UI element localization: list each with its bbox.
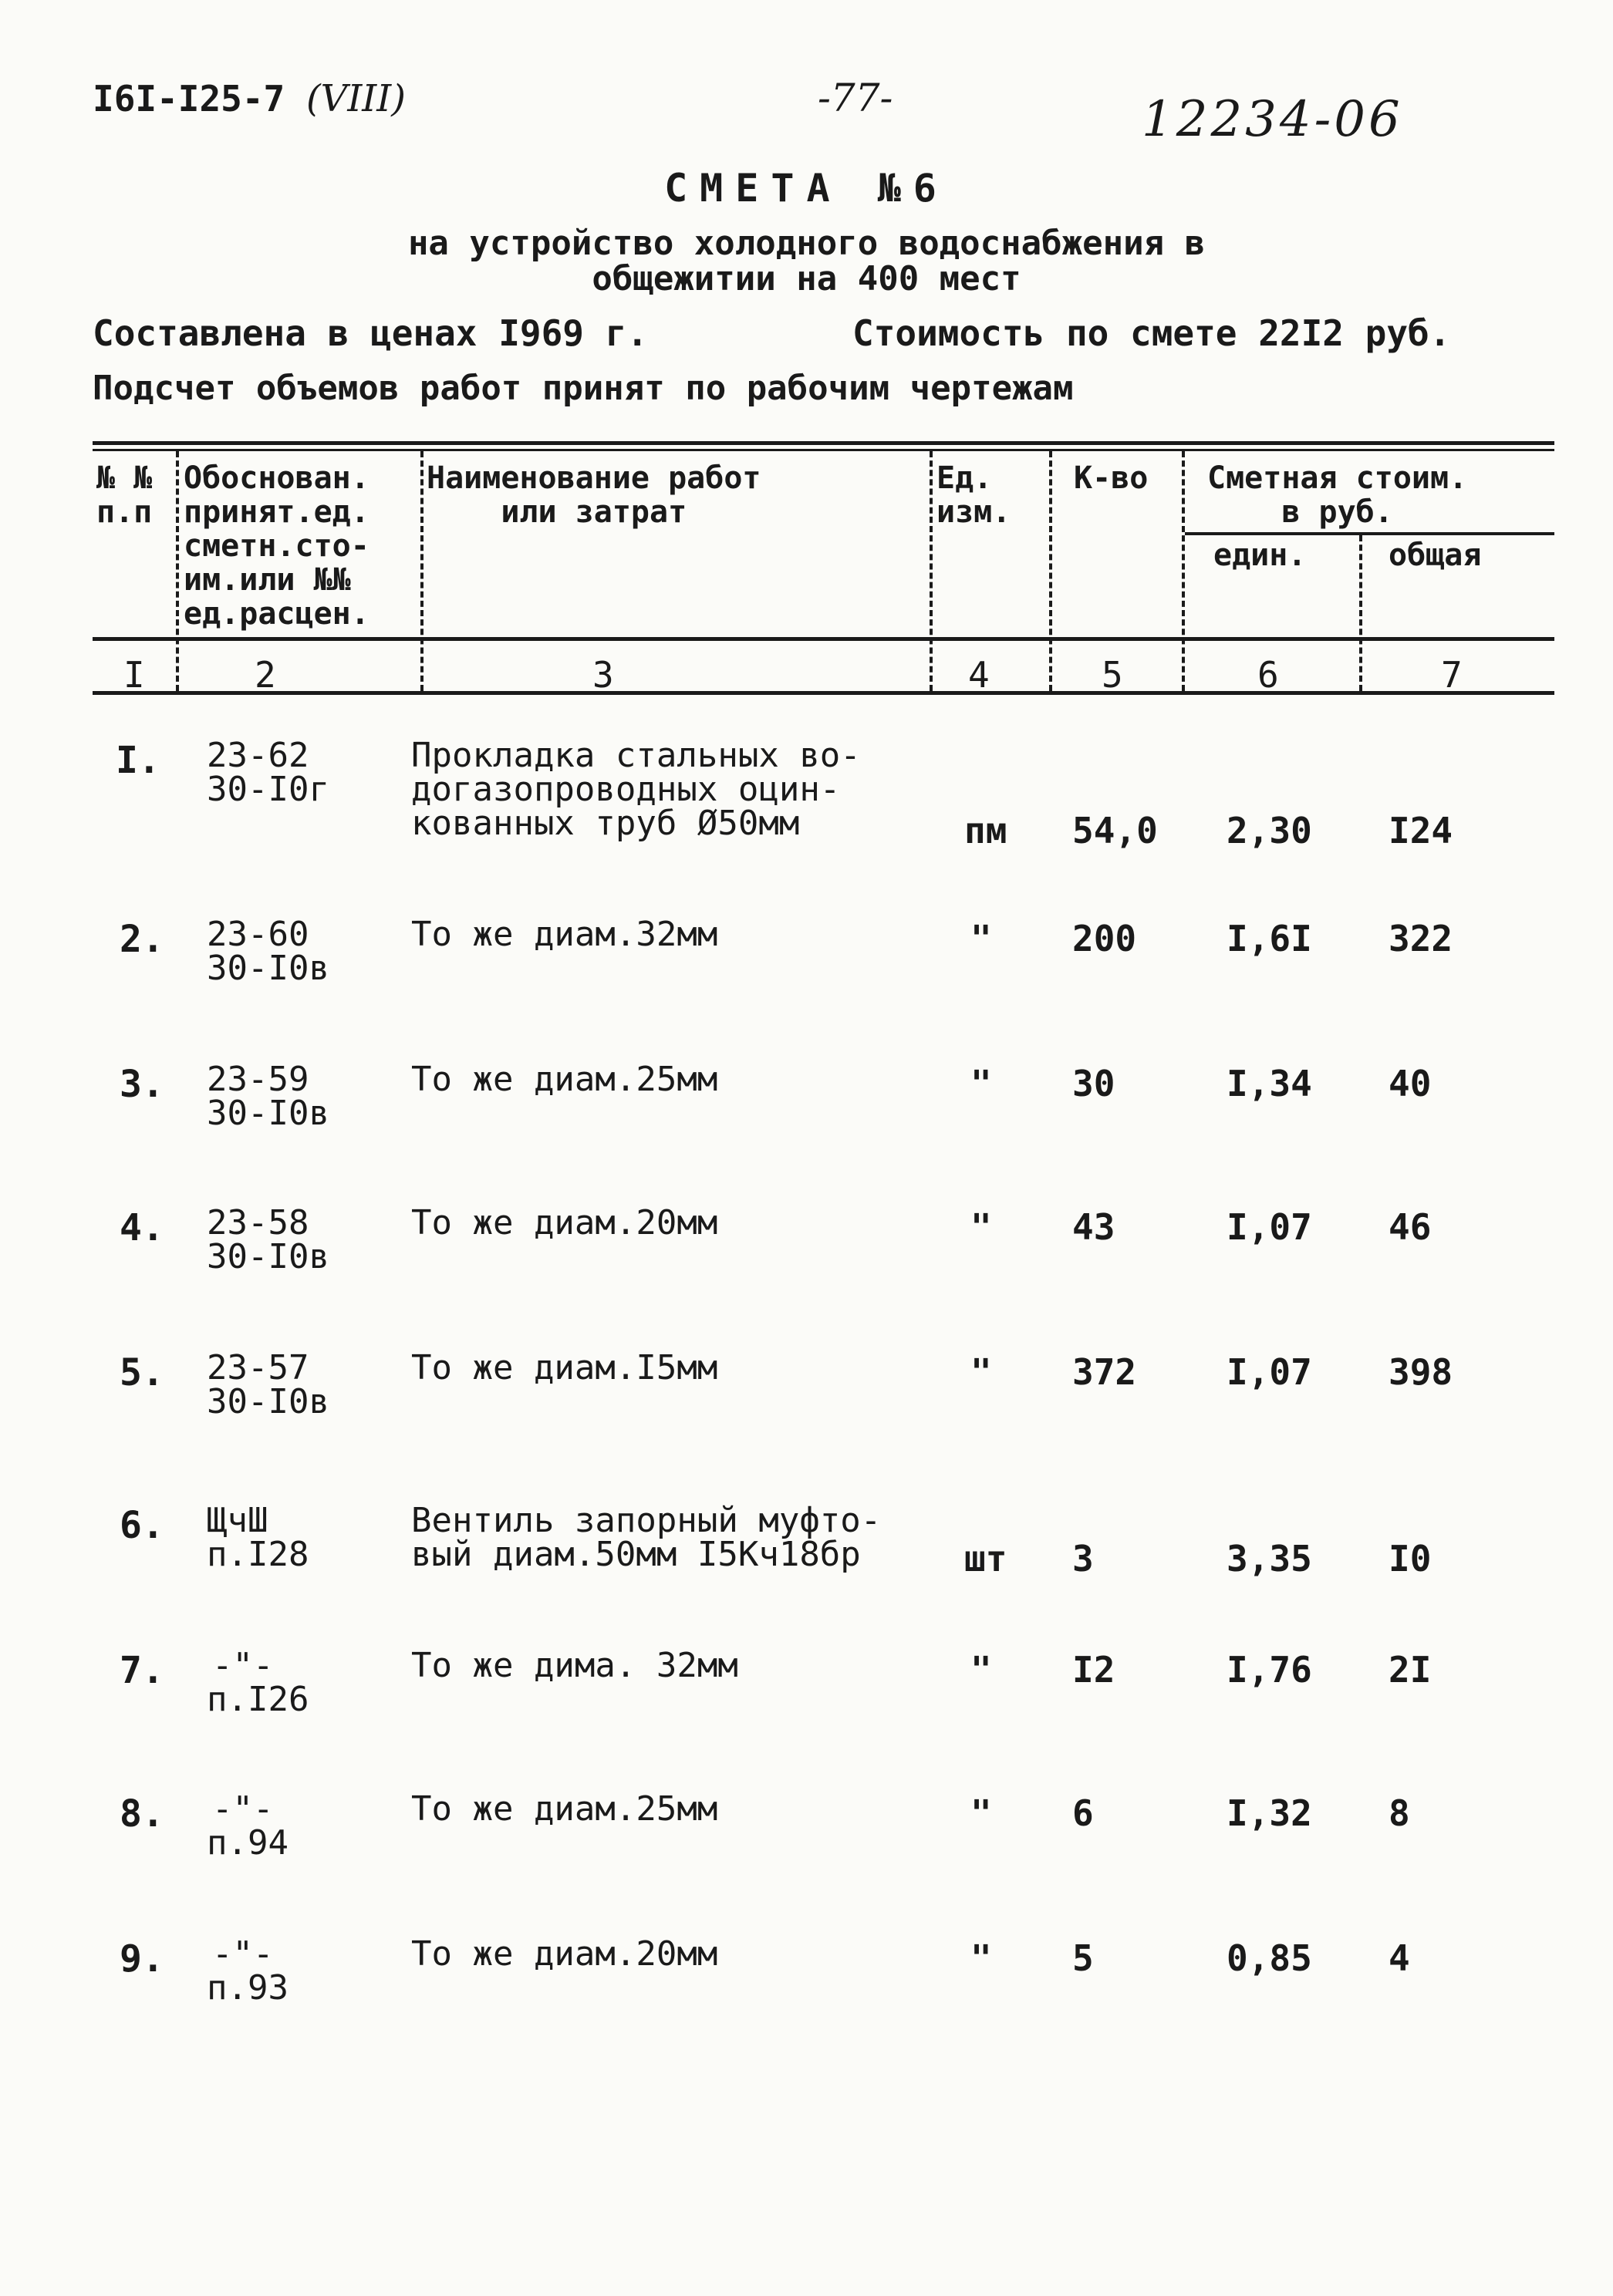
- row-unit: шт: [964, 1538, 1007, 1580]
- column-number-bottom-border: [93, 691, 1554, 695]
- row-unit-cost: 2,30: [1227, 810, 1312, 851]
- row-unit: ": [970, 918, 992, 959]
- column-divider-6: [1359, 535, 1362, 691]
- header-justification: Обоснован. принят.ед. сметн.сто- им.или №№ ед.расцен.: [184, 460, 370, 632]
- row-work-name: Вентиль запорный муфто- вый диам.50мм I5Кч18бр: [411, 1501, 882, 1574]
- row-unit: ": [970, 1351, 992, 1393]
- row-unit-cost: 3,35: [1227, 1538, 1312, 1580]
- row-code-secondary: 30-I0в: [207, 949, 329, 988]
- row-total-cost: 322: [1389, 918, 1453, 959]
- document-code-text: I6I-I25-7: [93, 78, 285, 120]
- row-number: 4.: [120, 1206, 164, 1249]
- row-quantity: 30: [1072, 1063, 1115, 1104]
- column-divider-5: [1182, 451, 1185, 691]
- column-divider-4: [1049, 451, 1052, 691]
- cost-note: Стоимость по смете 22I2 руб.: [852, 312, 1451, 354]
- document-code-handwritten: (VIII): [305, 77, 406, 120]
- row-unit-cost: I,07: [1227, 1351, 1312, 1393]
- row-code-primary: -"-: [212, 1934, 274, 1974]
- column-number-3: 3: [592, 654, 614, 696]
- row-unit-cost: I,32: [1227, 1792, 1312, 1834]
- row-code-primary: -"-: [212, 1789, 274, 1829]
- cost-subheader-divider: [1185, 532, 1554, 535]
- row-quantity: 43: [1072, 1206, 1115, 1248]
- row-code-secondary: п.I26: [207, 1680, 309, 1719]
- table-top-border: [93, 441, 1554, 445]
- row-total-cost: 46: [1389, 1206, 1432, 1248]
- row-total-cost: 2I: [1389, 1649, 1432, 1691]
- document-code: [93, 77, 406, 120]
- column-divider-2: [420, 451, 423, 691]
- row-code-secondary: п.I28: [207, 1535, 309, 1574]
- row-total-cost: 40: [1389, 1063, 1432, 1104]
- row-quantity: I2: [1072, 1649, 1115, 1691]
- row-total-cost: 398: [1389, 1351, 1453, 1393]
- row-total-cost: I24: [1389, 810, 1453, 851]
- estimate-subtitle-line1: на устройство холодного водоснабжения в: [407, 224, 1206, 263]
- row-code-primary: 23-58: [207, 1203, 309, 1242]
- estimate-title: СМЕТА №6: [664, 166, 949, 211]
- column-divider-1: [176, 451, 179, 691]
- volume-note: Подсчет объемов работ принят по рабочим чертежам: [93, 369, 1074, 408]
- row-work-name: То же диам.25мм: [411, 1789, 718, 1829]
- header-estimated-cost: Сметная стоим. в руб.: [1207, 460, 1468, 530]
- header-unit-cost: един.: [1213, 538, 1307, 573]
- row-code-secondary: 30-I0в: [207, 1237, 329, 1276]
- row-number: 7.: [120, 1649, 164, 1692]
- row-code-secondary: 30-I0г: [207, 770, 329, 809]
- page-number: -77-: [818, 76, 893, 120]
- row-quantity: 6: [1072, 1792, 1094, 1834]
- row-work-name: То же диам.25мм: [411, 1060, 718, 1099]
- row-total-cost: 4: [1389, 1937, 1410, 1979]
- row-quantity: 3: [1072, 1538, 1094, 1580]
- column-number-1: I: [123, 654, 145, 696]
- header-unit: Ед. изм.: [936, 460, 1011, 530]
- row-number: 9.: [120, 1937, 164, 1981]
- row-number: 3.: [120, 1063, 164, 1106]
- estimate-subtitle-line2: общежитии на 400 мест: [592, 259, 1021, 298]
- column-number-6: 6: [1257, 654, 1279, 696]
- row-unit: ": [970, 1792, 992, 1834]
- row-unit-cost: I,34: [1227, 1063, 1312, 1104]
- row-code-primary: -"-: [212, 1646, 274, 1685]
- row-quantity: 372: [1072, 1351, 1137, 1393]
- header-quantity: К-во: [1074, 460, 1149, 496]
- registration-number: 12234-06: [1142, 91, 1403, 148]
- row-code-secondary: п.94: [207, 1823, 289, 1863]
- row-unit-cost: I,76: [1227, 1649, 1312, 1691]
- header-total-cost: общая: [1389, 538, 1482, 573]
- row-quantity: 200: [1072, 918, 1137, 959]
- row-unit: ": [970, 1649, 992, 1691]
- row-code-primary: 23-62: [207, 736, 309, 775]
- column-divider-3: [930, 451, 933, 691]
- column-number-7: 7: [1441, 654, 1463, 696]
- header-row-number: № № п.п: [96, 460, 153, 530]
- row-unit-cost: 0,85: [1227, 1937, 1312, 1979]
- row-work-name: То же диам.20мм: [411, 1203, 718, 1242]
- row-code-secondary: п.93: [207, 1968, 289, 2008]
- header-bottom-border: [93, 637, 1554, 641]
- row-number: 5.: [120, 1351, 164, 1394]
- row-unit-cost: I,6I: [1227, 918, 1312, 959]
- row-unit: пм: [964, 810, 1007, 851]
- row-code-secondary: 30-I0в: [207, 1382, 329, 1421]
- column-number-4: 4: [968, 654, 990, 696]
- row-unit: ": [970, 1206, 992, 1248]
- row-code-primary: ЩчШ: [207, 1501, 268, 1540]
- prices-note: Составлена в ценах I969 г.: [93, 312, 649, 354]
- row-work-name: То же дима. 32мм: [411, 1646, 738, 1685]
- row-code-primary: 23-60: [207, 915, 309, 954]
- row-number: I.: [116, 739, 160, 782]
- table-top-border-inner: [93, 449, 1554, 451]
- row-number: 8.: [120, 1792, 164, 1836]
- row-quantity: 54,0: [1072, 810, 1158, 851]
- row-work-name: То же диам.32мм: [411, 915, 718, 954]
- row-unit: ": [970, 1063, 992, 1104]
- row-unit: ": [970, 1937, 992, 1979]
- header-work-name: Наименование работ или затрат: [427, 460, 761, 530]
- row-code-secondary: 30-I0в: [207, 1094, 329, 1133]
- column-number-2: 2: [255, 654, 276, 696]
- row-quantity: 5: [1072, 1937, 1094, 1979]
- column-number-5: 5: [1102, 654, 1123, 696]
- row-code-primary: 23-59: [207, 1060, 309, 1099]
- row-number: 6.: [120, 1504, 164, 1547]
- row-work-name: Прокладка стальных во- догазопроводных оцин- кованных труб Ø50мм: [411, 736, 861, 843]
- row-work-name: То же диам.20мм: [411, 1934, 718, 1974]
- row-code-primary: 23-57: [207, 1348, 309, 1387]
- row-number: 2.: [120, 918, 164, 961]
- row-unit-cost: I,07: [1227, 1206, 1312, 1248]
- row-total-cost: 8: [1389, 1792, 1410, 1834]
- row-work-name: То же диам.I5мм: [411, 1348, 718, 1387]
- row-total-cost: I0: [1389, 1538, 1432, 1580]
